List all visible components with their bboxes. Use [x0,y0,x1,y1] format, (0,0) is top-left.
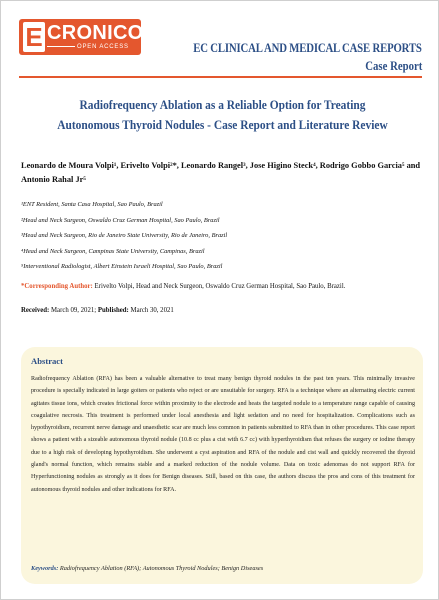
abstract-box [21,347,423,584]
affiliation-item: ⁴Head and Neck Surgeon, Campinas State University, Campinas, Brazil [21,247,205,255]
logo-subtext: OPEN ACCESS [77,44,129,50]
corresponding-author-label: *Corresponding Author: [21,283,93,290]
published-date: March 30, 2021 [130,307,174,314]
abstract-text: Radiofrequency Ablation (RFA) has been a valuable alternative to treat many benign thyroid nodules in the past ten years. This minimally invasive procedure is specially indicated in large goiters or patients who reject or are unsuitable for surgery. RFA is a technique where an alternating electric current agitates tissue ions, which creates frictional force within proximity to the electrode and heats the targeted nodule to a temperature range capable of causing coagulative necrosis. This treatment is performed under local anesthesia and light sedation and no need for hospitalization. Complications such as hypothyroidism, recurrent nerve damage and unaesthetic scar are much less common in patients submitted to RFA than in other procedures. This case report shows a patient with a sizeable autonomous thyroid nodule (10.8 cc plus a cist with 6.7 cc) with hyperthyroidism that refuses the surgery or iodine therapy due to a high risk of developing hypothyroidism. She underwent a cyst aspiration and RFA of the nodule and cist wall and quickly recovered the thyroid gland's normal function, which remains stable and a marked reduction of the nodule volume. Data on toxic adenomas do not support RFA for Hyperfunctioning nodules as strongly as it does for Benign diseases. Still, based on this case, the authors discuss the pros and cons of this treatment for autonomous thyroid nodules and other indications for RFA. [31,376,415,493]
received-label: Received: [21,307,50,314]
affiliation-item: ²Head and Neck Surgeon, Oswaldo Cruz German Hospital, Sao Paulo, Brazil [21,216,220,224]
corresponding-author-text: Erivelto Volpi, Head and Neck Surgeon, Oswaldo Cruz German Hospital, Sao Paulo, Brazil. [94,283,346,290]
logo-letter: E [23,22,45,52]
author-list: Leonardo de Moura Volpi¹, Erivelto Volpi²*, Leonardo Rangel³, Jose Higino Steck⁴, Rodrigo Gobbo Garcia⁵ and Antonio Rahal Jr⁵ [21,161,421,184]
corresponding-author [21,282,345,292]
affiliation-list [21,197,227,275]
article-title: Radiofrequency Ablation as a Reliable Option for Treating Autonomous Thyroid Nodules - Case Report and Literature Review [57,97,388,132]
keywords [31,564,263,574]
keywords-text: Radiofrequency Ablation (RFA); Autonomous Thyroid Nodules; Benign Diseases [59,565,264,572]
abstract-heading: Abstract [31,356,63,366]
journal-name: EC CLINICAL AND MEDICAL CASE REPORTS [193,41,422,55]
affiliation-item: ¹ENT Resident, Santa Casa Hospital, Sao Paulo, Brazil [21,201,163,208]
received-date: March 09, 2021; [51,307,97,314]
article-type: Case Report [364,59,422,73]
affiliation-item: ³Head and Neck Surgeon, Rio de Janeiro State University, Rio de Janeiro, Brazil [21,232,228,239]
keywords-label: Keywords: [31,565,59,572]
ecronicon-logo[interactable] [19,19,159,55]
affiliation-item: ⁵Interventional Radiologist, Albert Einstein Israeli Hospital, Sao Paulo, Brazil [21,263,223,270]
published-label: Published: [97,307,129,314]
logo-divider [47,46,75,47]
logo-wordmark: CRONICON [47,22,159,44]
publication-dates [21,306,174,316]
header-divider [19,76,422,78]
